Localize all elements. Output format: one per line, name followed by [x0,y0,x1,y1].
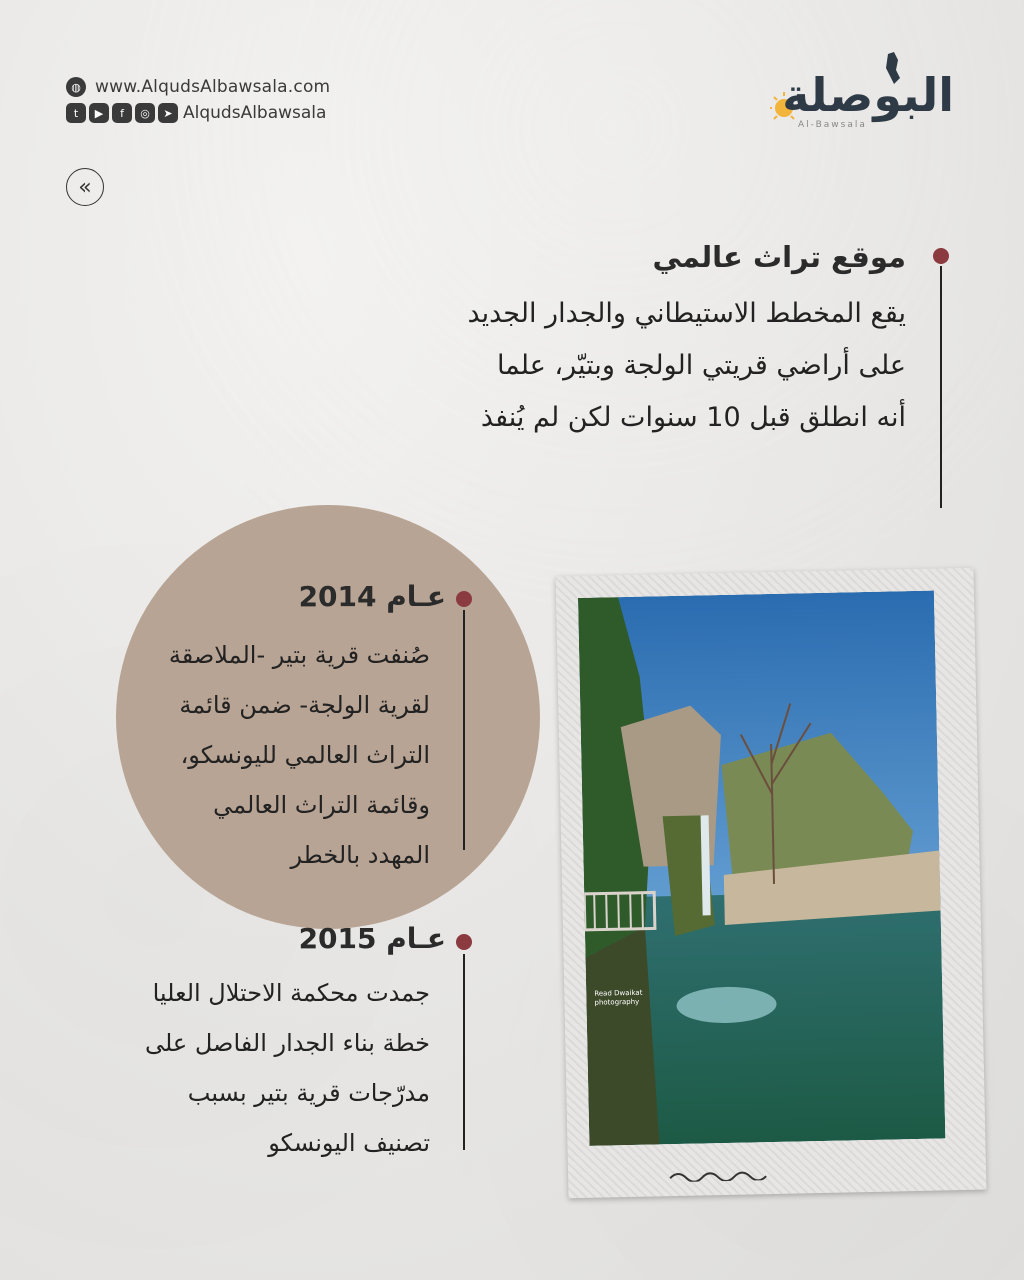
section3-line: تصنيف اليونسكو [268,1129,430,1157]
logo [770,50,960,140]
section3-line: مدرّجات قرية بتير بسبب [187,1079,430,1107]
section2-title: عـام 2014 [298,580,446,613]
bullet-dot [456,591,472,607]
section2-body [100,630,430,880]
section-divider [463,954,465,1150]
telegram-icon[interactable]: ➤ [158,103,178,123]
section3-line: خطة بناء الجدار الفاصل على [144,1029,430,1057]
website-row [66,74,330,100]
section3-line: جمدت محكمة الاحتلال العليا [152,979,430,1007]
section1-line: أنه انطلق قبل 10 سنوات لكن لم يُنفذ [480,402,906,433]
back-button[interactable]: « [66,168,104,206]
logo-subtitle: Al-Bawsala [798,120,867,130]
twitter-icon[interactable]: t [66,103,86,123]
contact-block [66,74,330,126]
section2-line: صُنفت قرية بتير -الملاصقة [168,641,430,669]
section1-title: موقع تراث عالمي [652,240,906,274]
bullet-dot [456,934,472,950]
instagram-icon[interactable]: ◎ [135,103,155,123]
facebook-icon[interactable]: f [112,103,132,123]
photo-frame [556,568,987,1199]
globe-icon[interactable]: ◍ [66,77,86,97]
social-row [66,100,330,126]
photo-illustration [578,591,945,1146]
section-divider [463,610,465,850]
photo-credit-sub: photography [594,997,640,1007]
section2-line: لقرية الولجة- ضمن قائمة [179,691,430,719]
landscape-photo [578,591,945,1146]
section1-line: على أراضي قريتي الولجة وبتيّر، علما [496,350,906,381]
website-link[interactable]: www.AlqudsAlbawsala.com [95,77,331,97]
social-handle[interactable]: AlqudsAlbawsala [183,103,327,123]
section3-title: عـام 2015 [298,922,446,955]
bullet-dot [933,248,949,264]
section1-body [346,288,906,444]
section2-line: المهدد بالخطر [290,841,430,869]
squiggle-decoration [668,1168,772,1182]
section-divider [940,266,942,508]
section3-body [90,968,430,1168]
section2-line: التراث العالمي لليونسكو، [180,741,430,769]
section1-line: يقع المخطط الاستيطاني والجدار الجديد [467,298,906,329]
logo-wordmark: البوصلة [782,68,954,122]
photo-credit: Read Dwaikat [594,988,643,998]
section2-line: وقائمة التراث العالمي [213,791,430,819]
youtube-icon[interactable]: ▶ [89,103,109,123]
